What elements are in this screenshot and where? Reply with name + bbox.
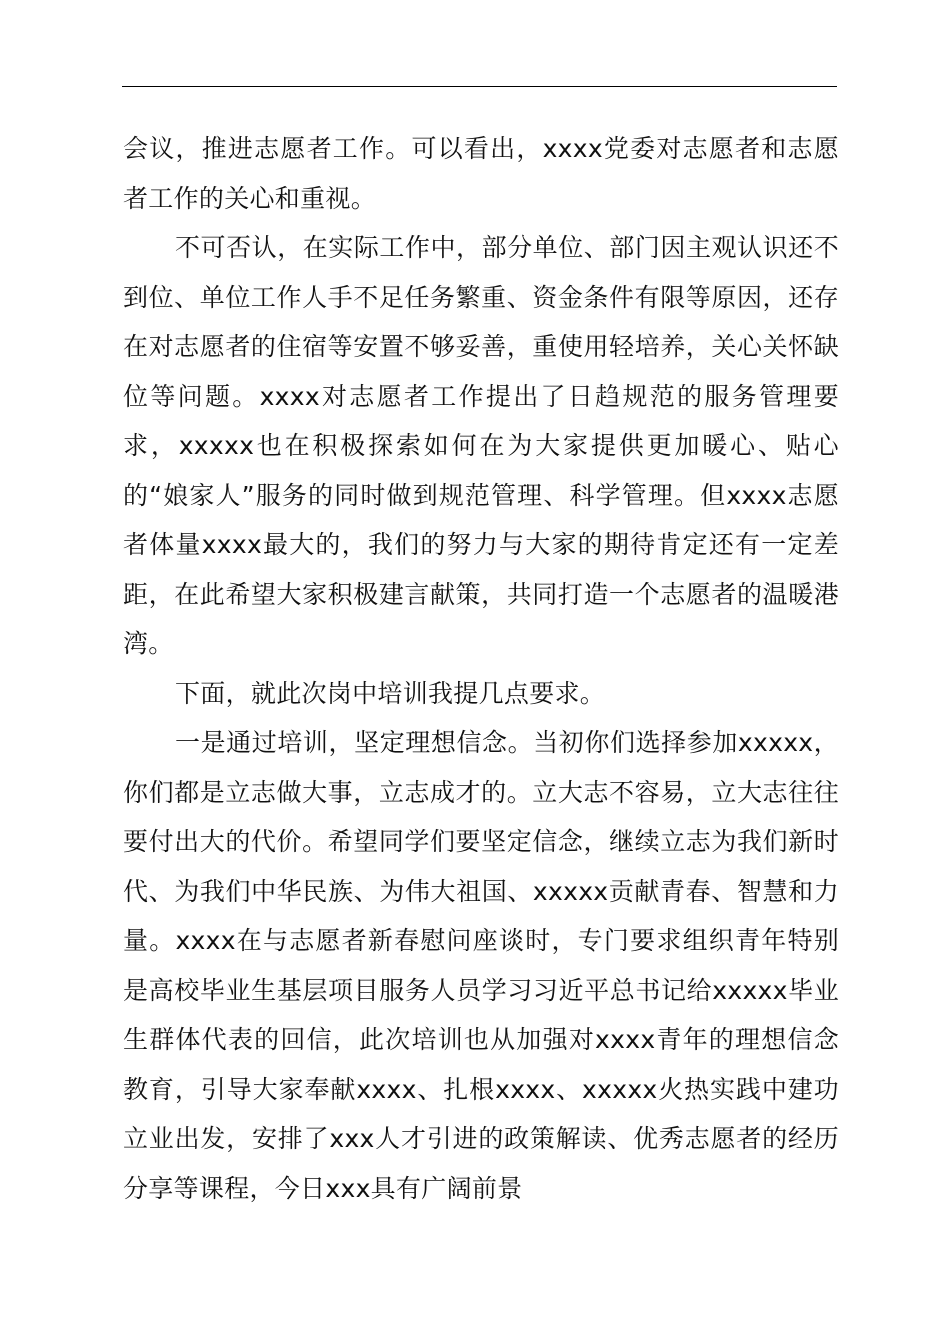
paragraph-requirements-intro: 下面，就此次岗中培训我提几点要求。: [175, 678, 606, 708]
header-rule: [122, 86, 837, 87]
paragraph-requirement-one: 一是通过培训，坚定理想信念。当初你们选择参加xxxxx，你们都是立志做大事，立志成才的。立大志不容易，立大志往往要付出大的代价。希望同学们要坚定信念，继续立志为我们新时代、为我们中华民族、为伟大祖国、xxxxx贡献青春、智慧和力量。xxxx在与志愿者新春慰问座谈时，专门要求组织青年特别是高校毕业生基层项目服务人员学习习近平总书记给xxxxx毕业生群体代表的回信，此次培训也从加强对xxxx青年的理想信念教育，引导大家奉献xxxx、扎根xxxx、xxxxx火热实践中建功立业出发，安排了xxx人才引进的政策解读、优秀志愿者的经历分享等课程，今日xxx具有广阔前景: [123, 728, 839, 1203]
paragraph-continuation: 会议，推进志愿者工作。可以看出，xxxx党委对志愿者和志愿者工作的关心和重视。: [123, 134, 839, 213]
body-text: [123, 124, 839, 1213]
paragraph-problems: 不可否认，在实际工作中，部分单位、部门因主观认识还不到位、单位工作人手不足任务繁重、资金条件有限等原因，还存在对志愿者的住宿等安置不够妥善，重使用轻培养，关心关怀缺位等问题。xxxx对志愿者工作提出了日趋规范的服务管理要求，xxxxx也在积极探索如何在为大家提供更加暖心、贴心的“娘家人”服务的同时做到规范管理、科学管理。但xxxx志愿者体量xxxx最大的，我们的努力与大家的期待肯定还有一定差距，在此希望大家积极建言献策，共同打造一个志愿者的温暖港湾。: [123, 233, 839, 658]
